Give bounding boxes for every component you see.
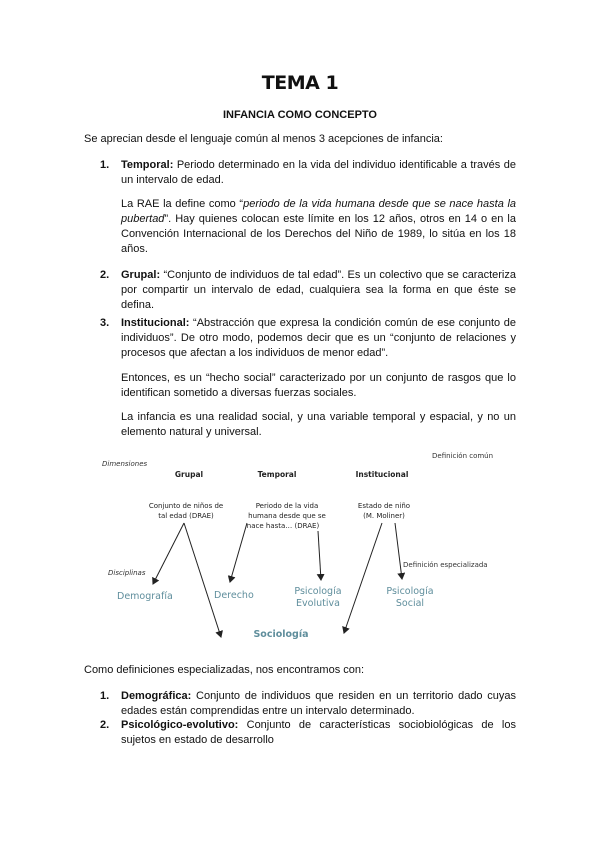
page-subtitle: INFANCIA COMO CONCEPTO — [222, 109, 377, 121]
page-title: TEMA 1 — [261, 72, 339, 94]
discipline-psicologia-evolutiva: Evolutiva — [296, 598, 340, 609]
item-number: 1. — [100, 159, 110, 171]
item-text: “Abstracción que expresa la condición común de ese conjunto de individuos”. De otro modo, podemos decir que es un “conjunto de relaciones y procesos que afectan a los individuos de menor edad”. — [121, 317, 516, 359]
arrow-temporal-derecho — [230, 523, 247, 582]
def-grupal-line: tal edad (DRAE) — [158, 512, 214, 520]
item-term: Grupal: — [121, 269, 161, 281]
spec-item-term: Psicológico-evolutivo: — [121, 719, 239, 731]
item-number: 2. — [100, 269, 110, 281]
def-institucional-line: Estado de niño — [357, 502, 411, 510]
discipline-psicologia-social: Social — [395, 598, 425, 609]
item-text: “Conjunto de individuos de tal edad”. Es un colectivo que se caracteriza por compartir un intervalo de edad, cualquiera sea la forma en que éste se defina. — [121, 269, 516, 311]
spec-item-psicologico-evolutivo — [121, 718, 516, 748]
def-temporal-line: humana desde que se — [248, 512, 326, 520]
discipline-psicologia-social: Psicología — [386, 586, 434, 597]
realidad-social-paragraph: La infancia es una realidad social, y una variable temporal y espacial, y no un elemento natural y universal. — [121, 411, 516, 438]
rae-post: ”. Hay quienes colocan este límite en los 12 años, otros en 14 o en la Convención Internacional de los Derechos del Niño de 1989, lo sitúa en los 18 años. — [121, 213, 516, 255]
def-grupal-line: Conjunto de niños de — [148, 502, 224, 510]
spec-item-number: 2. — [100, 719, 110, 731]
spec-item-demografica — [121, 689, 516, 719]
item-number: 3. — [100, 317, 110, 329]
disciplinas-label: Disciplinas — [108, 569, 146, 577]
def-temporal-line: nace hasta… (DRAE) — [246, 522, 320, 530]
arrow-temporal-psicologia-evolutiva — [318, 531, 321, 580]
spec-item-text: Conjunto de individuos que residen en un territorio dado cuyas edades están comprendidas entre un intervalo determinado. — [121, 690, 516, 717]
rae-quote: periodo de la vida humana desde que se nace hasta la pubertad — [121, 198, 517, 225]
spec-item-number: 1. — [100, 690, 110, 702]
discipline-derecho: Derecho — [214, 590, 254, 601]
definicion-comun-label: Definición común — [432, 452, 494, 460]
spec-item-text: Conjunto de características sociobiológicas de los sujetos en estado de desarrollo — [121, 719, 516, 746]
def-institucional-line: (M. Moliner) — [363, 512, 405, 520]
rae-pre: La RAE la define como “ — [121, 198, 244, 210]
item-term: Temporal: — [121, 159, 174, 171]
intro-paragraph: Se aprecian desde el lenguaje común al menos 3 acepciones de infancia: — [84, 133, 443, 145]
discipline-demografia: Demografía — [117, 591, 173, 602]
arrow-grupal-demografia — [153, 523, 184, 584]
def-temporal-line: Periodo de la vida — [255, 502, 319, 510]
item-text: Periodo determinado en la vida del individuo identificable a través de un intervalo de edad. — [121, 159, 516, 186]
discipline-sociologia: Sociología — [253, 629, 309, 640]
spec-intro-paragraph: Como definiciones especializadas, nos encontramos con: — [84, 664, 365, 676]
column-header-temporal: Temporal — [257, 470, 297, 479]
arrow-institucional-psicologia-social — [395, 523, 402, 579]
definicion-especializada-label: Definición especializada — [403, 561, 488, 569]
item-term: Institucional: — [121, 317, 190, 329]
arrow-grupal-sociologia — [184, 523, 221, 637]
discipline-psicologia-evolutiva: Psicología — [294, 586, 342, 597]
dimensiones-label: Dimensiones — [102, 460, 148, 468]
column-header-grupal: Grupal — [174, 470, 204, 479]
spec-item-term: Demográfica: — [121, 690, 192, 702]
column-header-institucional: Institucional — [355, 470, 409, 479]
arrow-institucional-sociologia — [344, 523, 382, 633]
hecho-social-paragraph: Entonces, es un “hecho social” caracterizado por un conjunto de rasgos que lo identifican sometido a diversas fuerzas sociales. — [121, 372, 516, 399]
